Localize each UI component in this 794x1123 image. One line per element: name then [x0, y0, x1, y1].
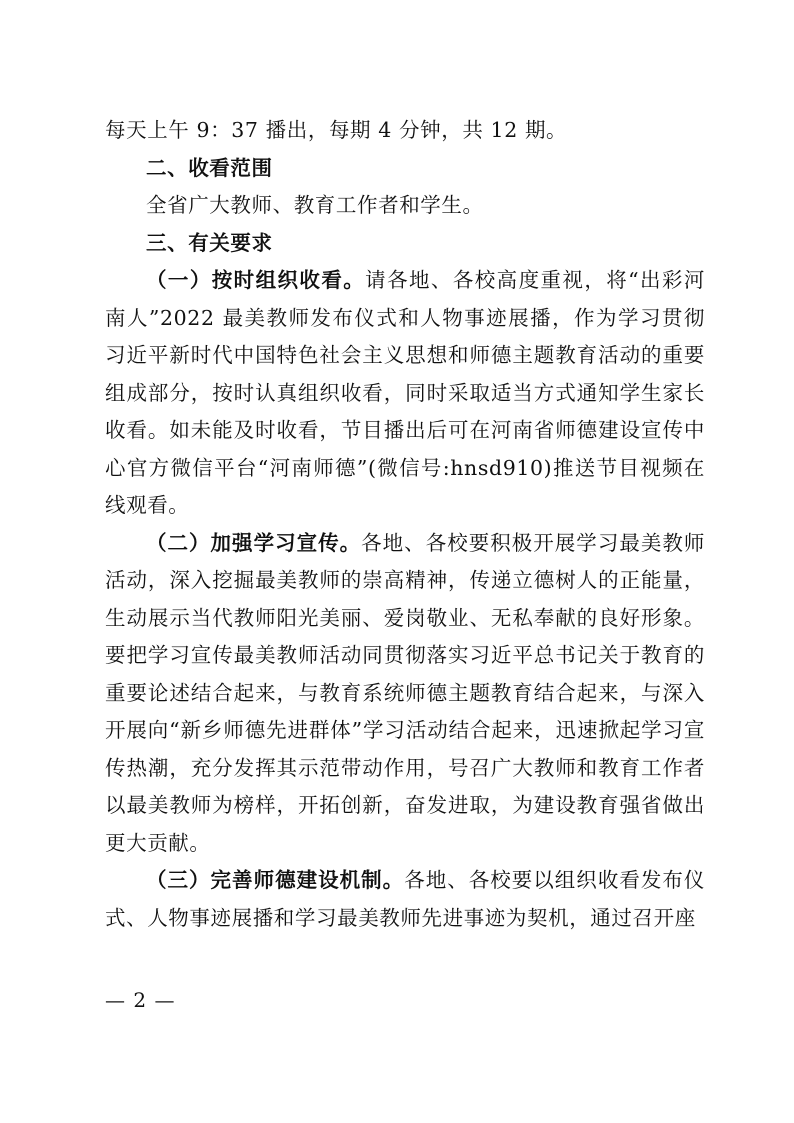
- requirement-1-text: 请各地、各校高度重视，将“出彩河南人”2022 最美教师发布仪式和人物事迹展播，作为学习贯彻习近平新时代中国特色社会主义思想和师德主题教育活动的重要组成部分，按时认真组织收看，同时采取适当方式通知学生家长收看。如未能及时收看，节目播出后可在河南省师德建设宣传中心官方微信平台“河南师德”(微信号:hnsd910)推送节目视频在线观看。: [105, 268, 705, 517]
- page-number: — 2 —: [105, 988, 176, 1012]
- requirement-paragraph-3: [105, 862, 705, 937]
- requirement-3-lead: （三）完善师德建设机制。: [146, 868, 405, 892]
- requirement-paragraph-2: [105, 525, 705, 863]
- section-3-heading: 三、有关要求: [146, 230, 273, 255]
- requirement-paragraph-1: [105, 262, 705, 525]
- document-body: [105, 112, 705, 937]
- requirement-2-text: 各地、各校要积极开展学习最美教师活动，深入挖掘最美教师的崇高精神，传递立德树人的正能量，生动展示当代教师阳光美丽、爱岗敬业、无私奉献的良好形象。要把学习宣传最美教师活动同贯彻落实习近平总书记关于教育的重要论述结合起来，与教育系统师德主题教育结合起来，与深入开展向“新乡师德先进群体”学习活动结合起来，迅速掀起学习宣传热潮，充分发挥其示范带动作用，号召广大教师和教育工作者以最美教师为榜样，开拓创新，奋发进取，为建设教育强省做出更大贡献。: [105, 530, 705, 855]
- section-2-heading: 二、收看范围: [146, 155, 273, 180]
- requirement-1-lead: （一）按时组织收看。: [146, 268, 366, 292]
- requirement-3-text: 各地、各校要以组织收看发布仪式、人物事迹展播和学习最美教师先进事迹为契机，通过召开座: [105, 868, 705, 930]
- requirement-2-lead: （二）加强学习宣传。: [146, 530, 362, 555]
- intro-line: 每天上午 9：37 播出，每期 4 分钟，共 12 期。: [105, 118, 568, 142]
- section-2-text: 全省广大教师、教育工作者和学生。: [146, 193, 484, 217]
